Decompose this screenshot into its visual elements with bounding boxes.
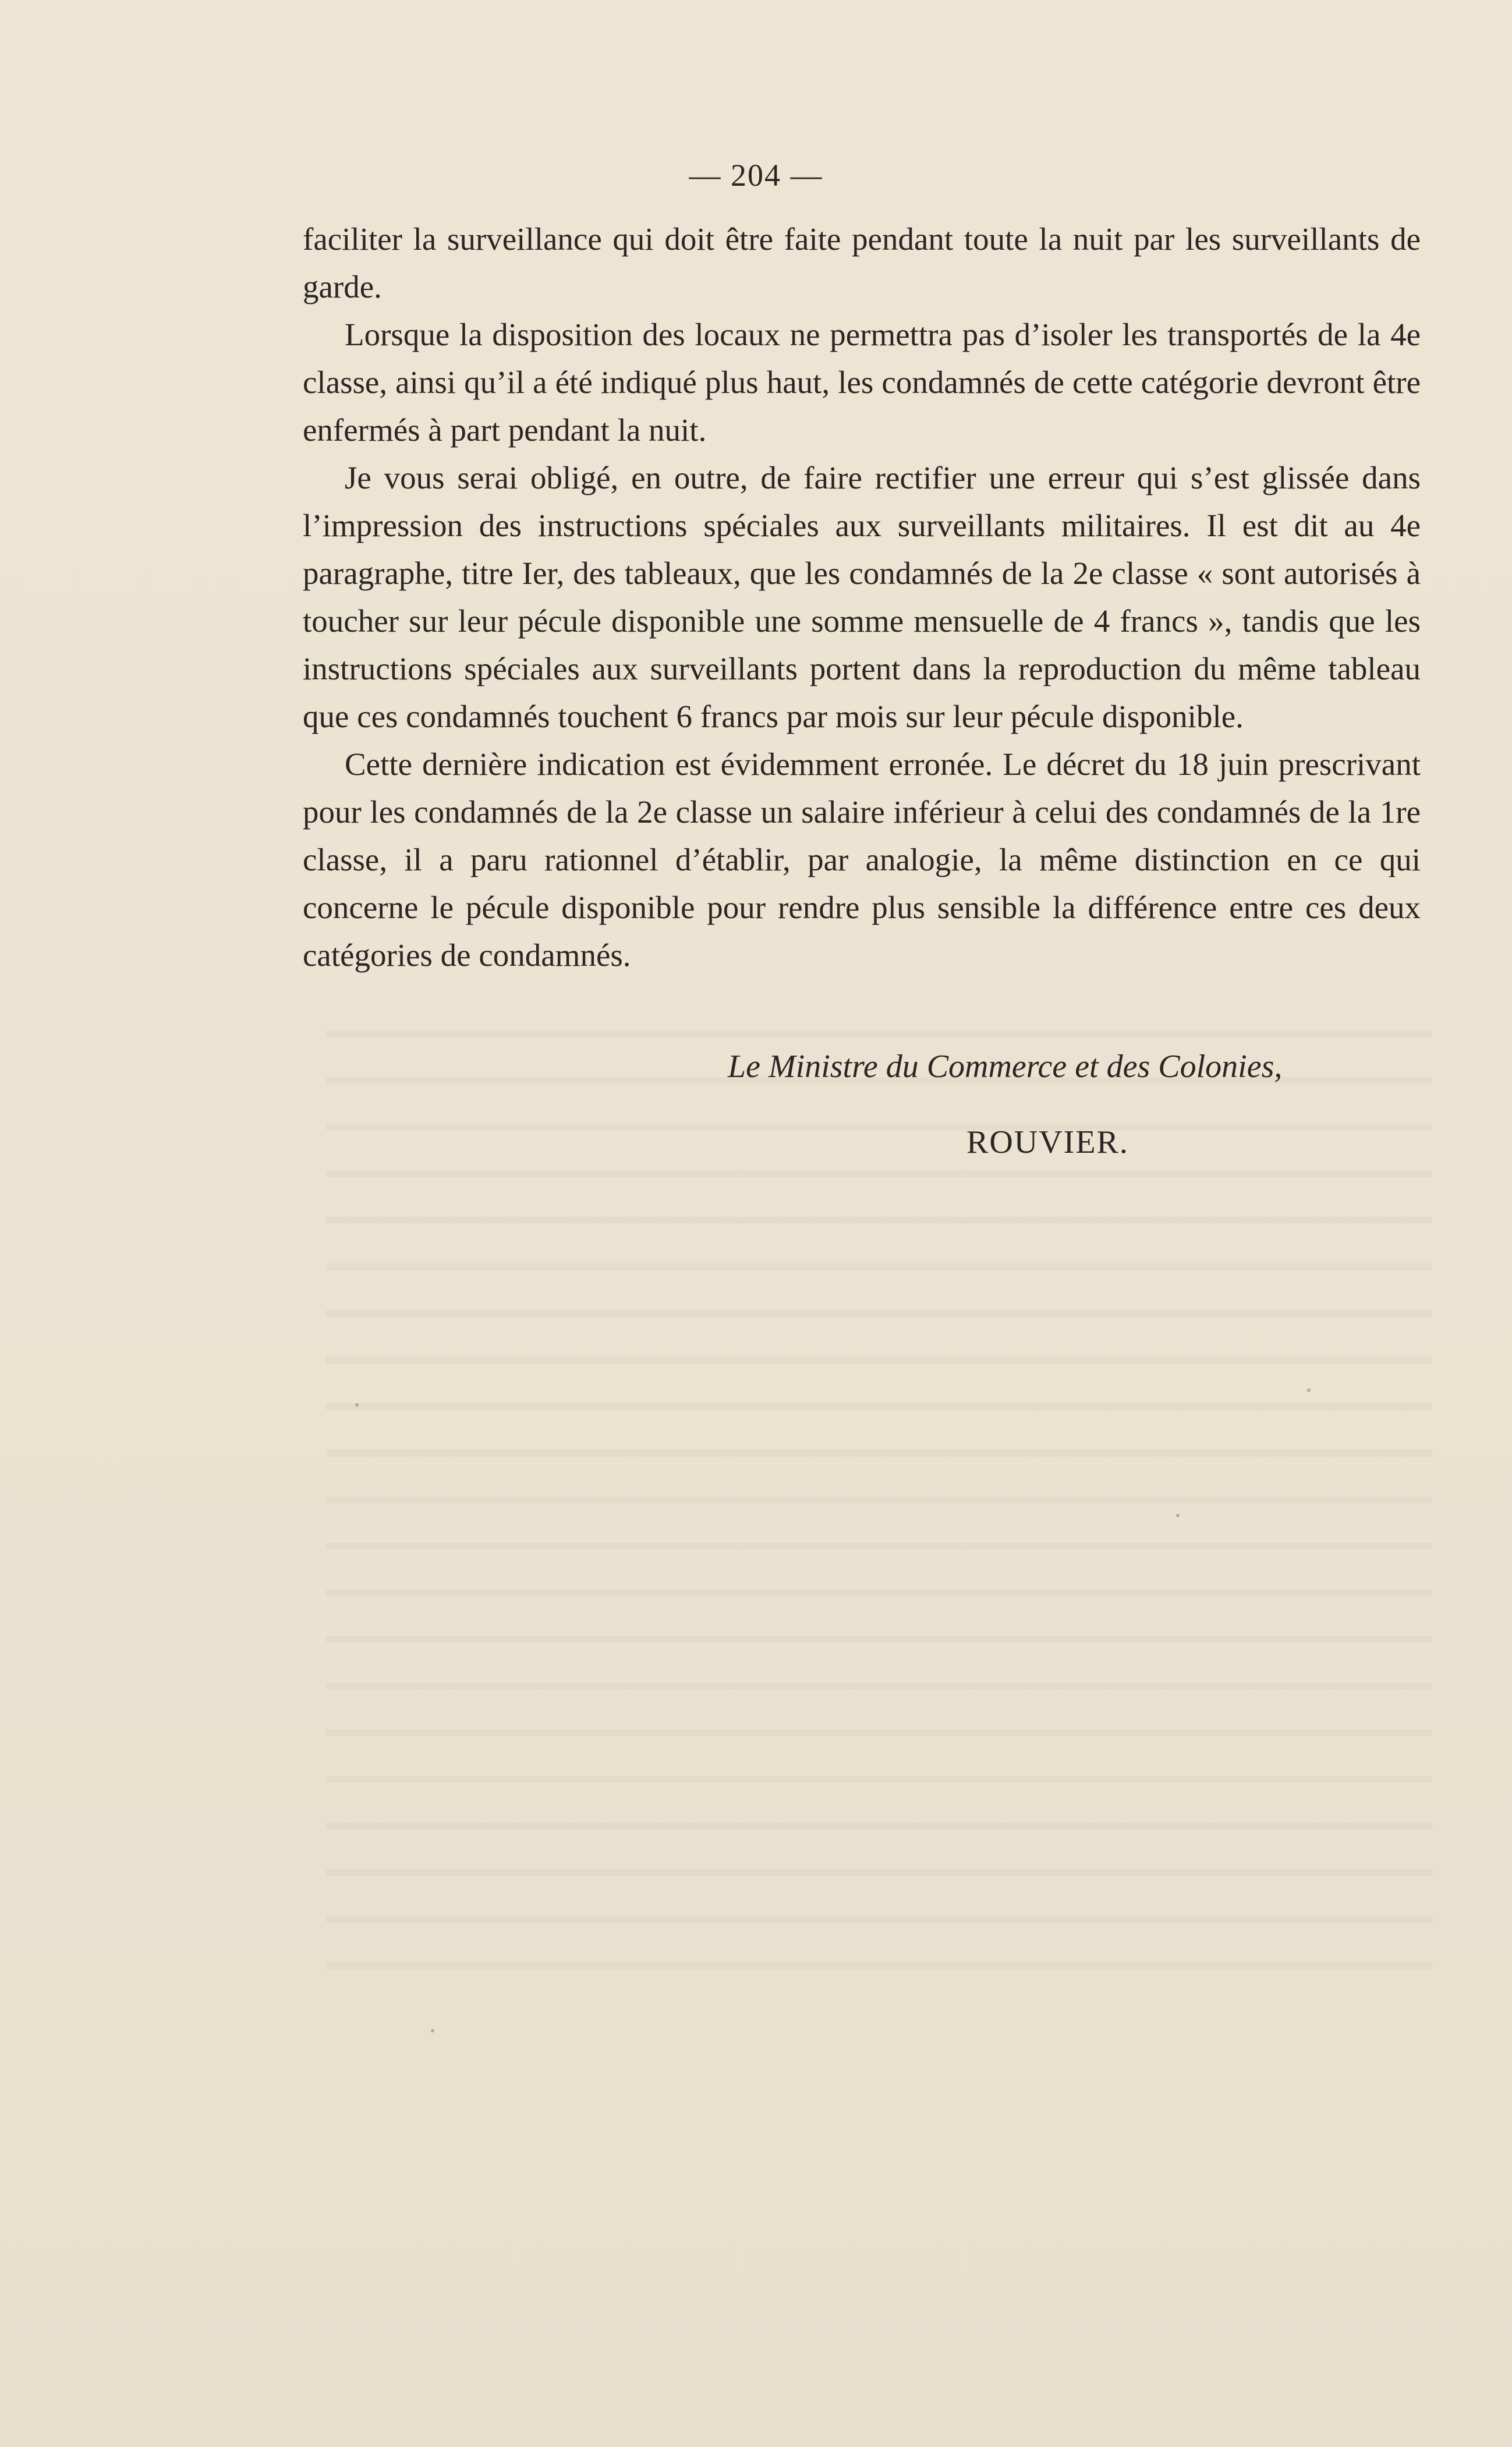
signature-name: ROUVIER. <box>966 1124 1129 1160</box>
paper-speck <box>1176 1514 1180 1517</box>
body-text <box>303 215 1421 979</box>
page-number: — 204 — <box>689 158 823 193</box>
paragraph: Je vous serai obligé, en outre, de faire rectifier une erreur qui s’est glissée dans l’impression des instructions spéciales aux surveillants militaires. Il est dit au 4e paragraphe, titre Ier, des tableaux, que les condamnés de la 2e classe « sont autorisés à toucher sur leur pécule disponible une somme mensuelle de 4 francs », tandis que les instructions spéciales aux surveillants portent dans la reproduction du même tableau que ces condamnés touchent 6 francs par mois sur leur pécule disponible. <box>303 460 1421 734</box>
paper-speck <box>1307 1389 1311 1392</box>
paragraph: Lorsque la disposition des locaux ne permettra pas d’isoler les transportés de la 4e classe, ainsi qu’il a été indiqué plus haut, les condamnés de cette catégorie devront être enfermés à part pendant la nuit. <box>303 317 1421 448</box>
paragraph: Cette dernière indication est évidemment erronée. Le décret du 18 juin prescrivant pour les condamnés de la 2e classe un salaire inférieur à celui des condamnés de la 1re classe, il a paru rationnel d’établir, par analogie, la même distinction en ce qui concerne le pécule disponible pour rendre plus sensible la différence entre ces deux catégories de condamnés. <box>303 746 1421 973</box>
signature-title: Le Ministre du Commerce et des Colonies, <box>728 1049 1283 1085</box>
paragraph-continuation: faciliter la surveillance qui doit être faite pendant toute la nuit par les surveillants de garde. <box>303 221 1421 304</box>
paper-speck <box>355 1403 359 1407</box>
paper-speck <box>431 2029 434 2032</box>
